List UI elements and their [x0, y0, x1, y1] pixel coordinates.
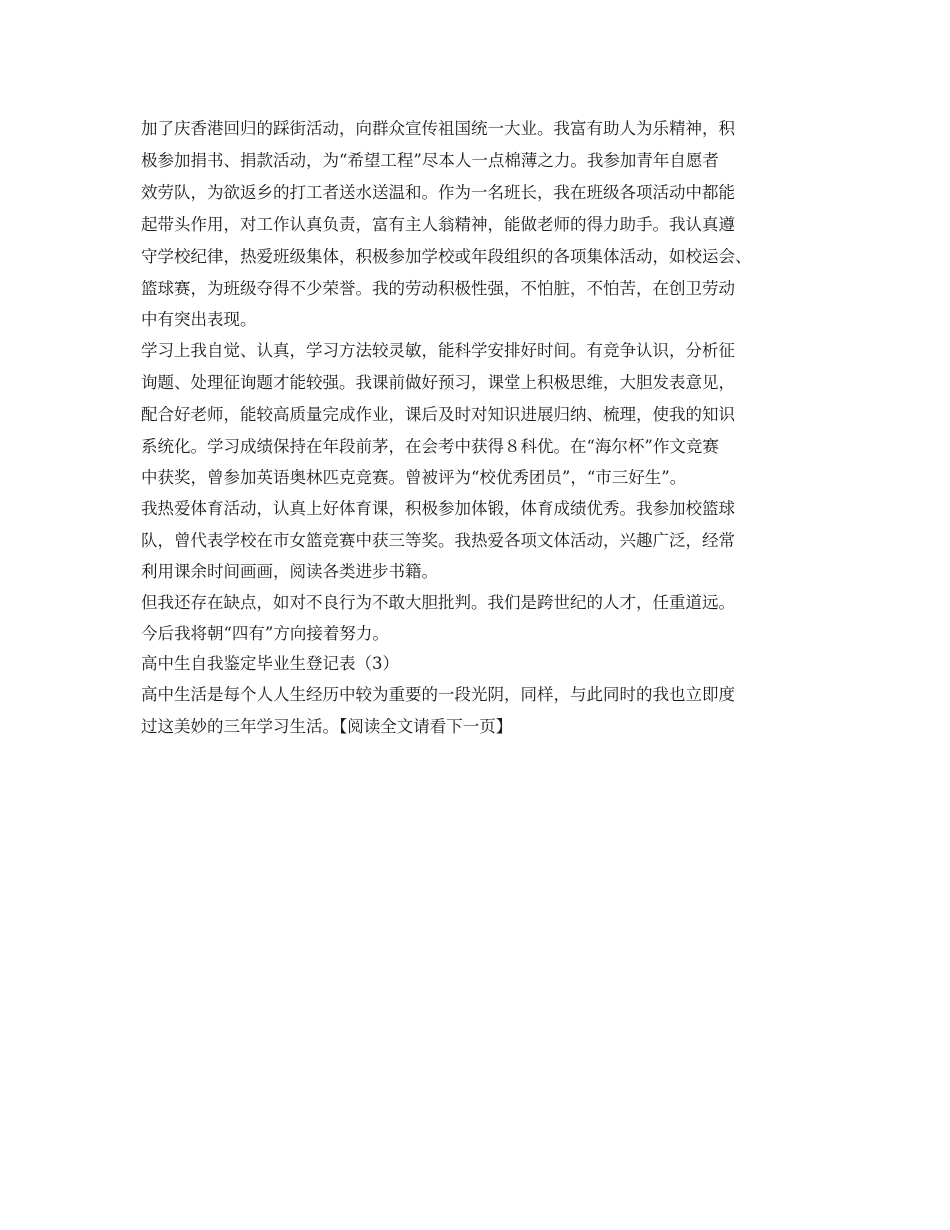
- text-line: 配合好老师，能较高质量完成作业，课后及时对知识进展归纳、梳理，使我的知识: [141, 405, 735, 424]
- text-line: 中有突出表现。: [141, 310, 257, 329]
- read-more-line: 过这美妙的三年学习生活。【阅读全文请看下一页】: [141, 717, 513, 736]
- body-text: [141, 113, 831, 743]
- text-line: 队，曾代表学校在市女篮竞赛中获三等奖。我热爱各项文体活动，兴趣广泛，经常: [141, 531, 735, 550]
- text-line: 篮球赛，为班级夺得不少荣誉。我的劳动积极性强，不怕脏，不怕苦，在创卫劳动: [141, 279, 735, 298]
- text-line: 询题、处理征询题才能较强。我课前做好预习，课堂上积极思维，大胆发表意见，: [141, 373, 735, 392]
- text-line: 加了庆香港回归的踩街活动，向群众宣传祖国统一大业。我富有助人为乐精神，积: [141, 119, 735, 138]
- text-line: 系统化。学习成绩保持在年段前茅，在会考中获得８科优。在“海尔杯”作文竞赛: [141, 437, 719, 456]
- text-line: 学习上我自觉、认真，学习方法较灵敏，能科学安排好时间。有竞争认识，分析征: [141, 341, 735, 360]
- text-line: 利用课余时间画画，阅读各类进步书籍。: [141, 562, 438, 581]
- text-line: 但我还存在缺点，如对不良行为不敢大胆批判。我们是跨世纪的人才，任重道远。: [141, 593, 735, 612]
- text-line: 今后我将朝“四有”方向接着努力。: [141, 624, 389, 643]
- text-line: 起带头作用，对工作认真负责，富有主人翁精神，能做老师的得力助手。我认真遵: [141, 215, 735, 234]
- text-line: 守学校纪律，热爱班级集体，积极参加学校或年段组织的各项集体活动，如校运会、: [141, 247, 752, 266]
- text-line: 中获奖，曾参加英语奥林匹克竞赛。曾被评为“校优秀团员”，“市三好生”。: [141, 468, 687, 487]
- text-line: 极参加捐书、捐款活动，为“希望工程”尽本人一点棉薄之力。我参加青年自愿者: [141, 151, 719, 170]
- text-line: 效劳队，为欲返乡的打工者送水送温和。作为一名班长，我在班级各项活动中都能: [141, 183, 735, 202]
- text-line: 我热爱体育活动，认真上好体育课，积极参加体锻，体育成绩优秀。我参加校篮球: [141, 499, 735, 518]
- text-line: 高中生活是每个人人生经历中较为重要的一段光阴，同样，与此同时的我也立即度: [141, 685, 735, 704]
- section-heading: 高中生自我鉴定毕业生登记表（3）: [141, 654, 399, 673]
